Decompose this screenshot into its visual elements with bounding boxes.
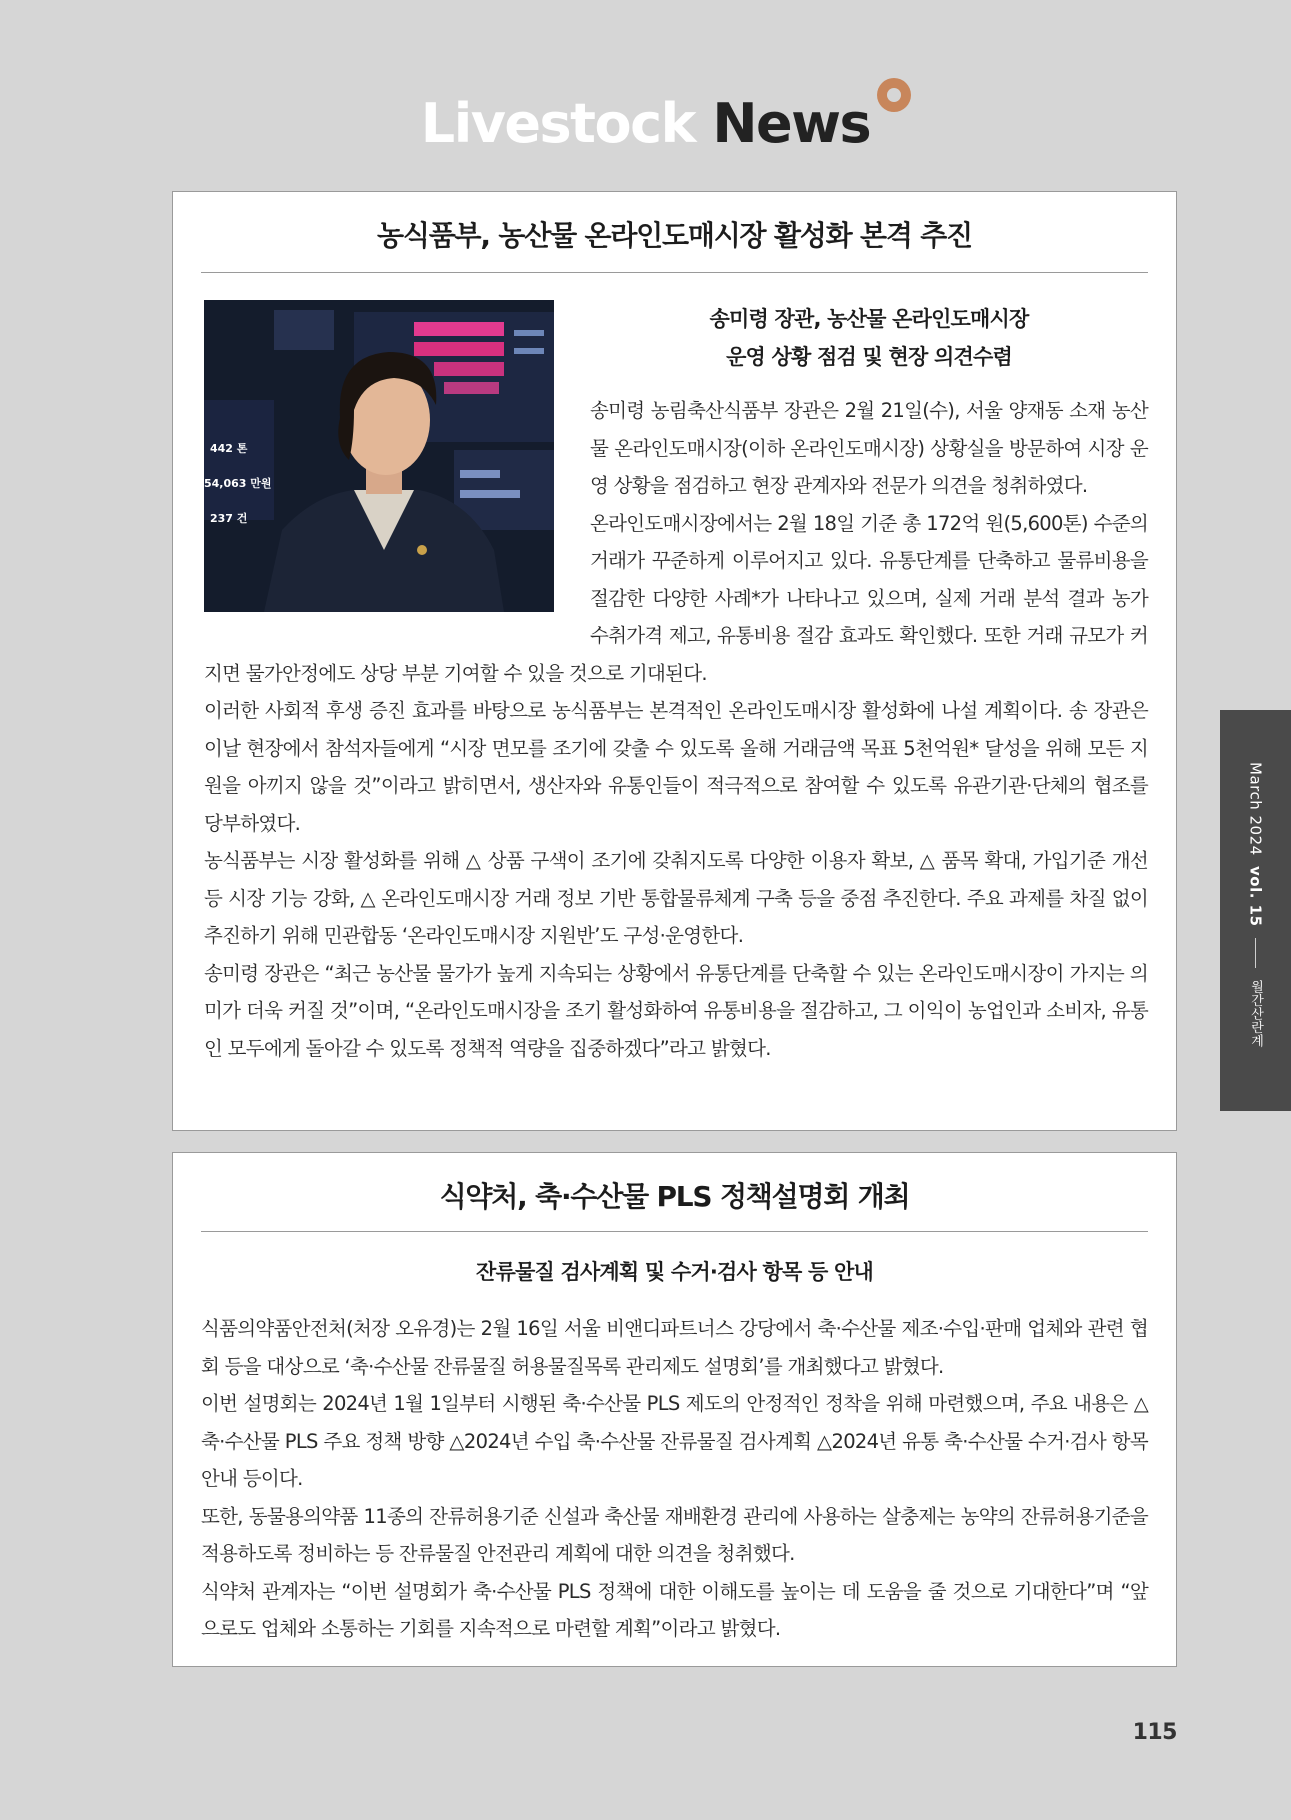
article-1-paragraph: 송미령 장관은 “최근 농산물 물가가 높게 지속되는 상황에서 유통단계를 단축할 수 있는 온라인도매시장이 가지는 의미가 더욱 커질 것”이며, “온라인도매시장을 조기 활성화하여 유통비용을 절감하고, 그 이익이 농업인과 소비자, 유통인 모두에게 돌아갈 수 있도록 정책적 역량을 집중하겠다”라고 밝혔다.: [204, 961, 1148, 1060]
article-2-paragraph: 식품의약품안전처(처장 오유경)는 2월 16일 서울 비앤디파트너스 강당에서 축·수산물 제조·수입·판매 업체와 관련 협회 등을 대상으로 ‘축·수산물 잔류물질 허용물질목록 관리제도 설명회’를 개최했다고 밝혔다.: [201, 1317, 1148, 1378]
article-1-paragraph: 이러한 사회적 후생 증진 효과를 바탕으로 농식품부는 본격적인 온라인도매시장 활성화에 나설 계획이다. 송 장관은 이날 현장에서 참석자들에게 “시장 면모를 조기에 갖출 수 있도록 올해 거래금액 목표 5천억원* 달성을 위해 모든 지원을 아끼지 않을 것”이라고 밝히면서, 생산자와 유통인들이 적극적으로 참여할 수 있도록 유관기관·단체의 협조를 당부하였다.: [204, 699, 1148, 835]
article-1-subtitle: [590, 300, 1148, 376]
article-2-paragraph: 또한, 동물용의약품 11종의 잔류허용기준 신설과 축산물 재배환경 관리에 사용하는 살충제는 농약의 잔류허용기준을 적용하도록 정비하는 등 잔류물질 안전관리 계획에 대한 의견을 청취했다.: [201, 1504, 1148, 1565]
masthead-word-livestock: Livestock: [420, 92, 696, 155]
article-2-divider: [201, 1231, 1148, 1232]
article-1-title: 농식품부, 농산물 온라인도매시장 활성화 본격 추진: [377, 219, 972, 252]
minister-photo-illustration: [204, 300, 554, 612]
masthead-word-news: News: [712, 92, 871, 155]
photo-screen-label-3: 237 건: [210, 512, 248, 525]
article-box-1: [172, 191, 1177, 1131]
article-2-title: 식약처, 축·수산물 PLS 정책설명회 개최: [439, 1180, 910, 1213]
article-box-2: [172, 1152, 1177, 1667]
issue-side-tab-text: [1220, 762, 1291, 1048]
article-1-content: [204, 300, 1148, 1067]
photo-screen-label-1: 442 톤: [210, 442, 248, 455]
issue-month: March 2024: [1246, 762, 1265, 856]
article-1-subtitle-line-1: 송미령 장관, 농산물 온라인도매시장: [709, 307, 1029, 331]
article-1-paragraph: 온라인도매시장에서는 2월 18일 기준 총 172억 원(5,600톤) 수준의 거래가 꾸준하게 이루어지고 있다. 유통단계를 단축하고 물류비용을 절감한 다양한 사례*가 나타나고 있으며, 실제 거래 분석 결과 농가 수취가격 제고, 유통비용 절감 효과도 확인했다. 또한 거래 규모가 커지면 물가안정에도 상당 부분 기여할 수 있을 것으로 기대된다.: [204, 511, 1148, 685]
article-2-body: [201, 1310, 1148, 1648]
article-2-paragraph: 이번 설명회는 2024년 1월 1일부터 시행된 축·수산물 PLS 제도의 안정적인 정착을 위해 마련했으며, 주요 내용은 △축·수산물 PLS 주요 정책 방향 △2024년 수입 축·수산물 잔류물질 검사계획 △2024년 유통 축·수산물 수거·검사 항목 안내 등이다.: [201, 1392, 1148, 1490]
article-2-paragraph: 식약처 관계자는 “이번 설명회가 축·수산물 PLS 정책에 대한 이해도를 높이는 데 도움을 줄 것으로 기대한다”며 “앞으로도 업체와 소통하는 기회를 지속적으로 마련할 계획”이라고 밝혔다.: [201, 1579, 1148, 1640]
article-2-subtitle: 잔류물질 검사계획 및 수거·검사 항목 등 안내: [476, 1260, 873, 1284]
article-1-paragraph: 송미령 농림축산식품부 장관은 2월 21일(수), 서울 양재동 소재 농산물 온라인도매시장(이하 온라인도매시장) 상황실을 방문하여 시장 운영 상황을 점검하고 현장 관계자와 전문가 의견을 청취하였다.: [590, 399, 1148, 497]
magazine-name: 월간산란계: [1248, 980, 1263, 1048]
issue-volume: vol. 15: [1246, 865, 1265, 927]
page-number: 115: [1132, 1720, 1177, 1745]
article-1-paragraph: 농식품부는 시장 활성화를 위해 △ 상품 구색이 조기에 갖춰지도록 다양한 이용자 확보, △ 품목 확대, 가입기준 개선 등 시장 기능 강화, △ 온라인도매시장 거래 정보 기반 통합물류체계 구축 등을 중점 추진한다. 주요 과제를 차질 없이 추진하기 위해 민관합동 ‘온라인도매시장 지원반’도 구성·운영한다.: [204, 849, 1148, 947]
masthead: [0, 92, 1291, 156]
issue-side-tab: [1220, 710, 1291, 1111]
side-tab-divider: [1255, 938, 1256, 968]
article-1-divider: [201, 272, 1148, 273]
masthead-ring-icon: [877, 78, 911, 112]
photo-screen-label-2: 54,063 만원: [204, 477, 272, 490]
article-1-subtitle-line-2: 운영 상황 점검 및 현장 의견수렴: [726, 345, 1012, 369]
article-1-photo: [204, 300, 554, 612]
